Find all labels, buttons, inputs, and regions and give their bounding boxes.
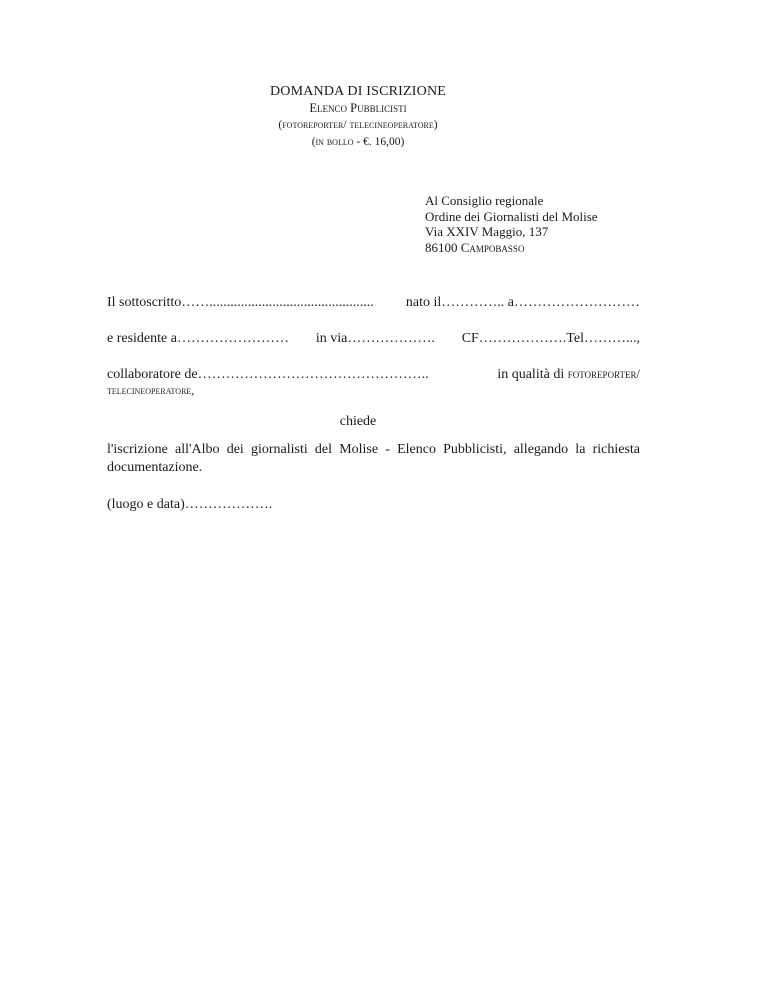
document-title: DOMANDA DI ISCRIZIONE [269, 84, 447, 99]
form-line-residence [107, 331, 640, 347]
collaborator-field: collaboratore de………………………………………….. [107, 367, 429, 382]
cf-tel-field: CF……………….Tel………..., [461, 331, 640, 346]
request-verb: chiede [339, 414, 377, 429]
street-field: in via………………. [315, 331, 435, 346]
recipient-address [425, 193, 598, 255]
form-line-name [107, 295, 640, 311]
document-subtitle: Elenco Pubblicisti [309, 101, 407, 115]
address-line-4 [425, 240, 598, 256]
form-line-collaborator [107, 367, 640, 383]
role-field [497, 367, 640, 383]
document-stamp-note: (in bollo - €. 16,00) [311, 136, 405, 148]
sottoscritto-field: Il sottoscritto……............................................... [107, 295, 374, 310]
request-paragraph: l'iscrizione all'Albo dei giornalisti del Molise - Elenco Pubblicisti, allegando la richiesta documentazione. [107, 442, 640, 475]
address-line-3: Via XXIV Maggio, 137 [425, 224, 549, 239]
role-value-continued: telecineoperatore, [107, 385, 195, 397]
address-line-2: Ordine dei Giornalisti del Molise [425, 208, 598, 224]
role-label: in qualità di [497, 367, 565, 382]
document-category: (fotoreporter/ telecineoperatore) [278, 119, 438, 131]
city: Campobasso [460, 239, 525, 255]
postal-code: 86100 [425, 239, 458, 255]
role-value: fotoreporter/ [567, 367, 640, 381]
document-header [0, 83, 716, 151]
birth-field: nato il………….. a……………………… [405, 295, 640, 310]
place-date-field: (luogo e data)………………. [107, 497, 273, 512]
residence-field: e residente a…………………… [107, 331, 289, 346]
address-line-1: Al Consiglio regionale [425, 193, 544, 208]
